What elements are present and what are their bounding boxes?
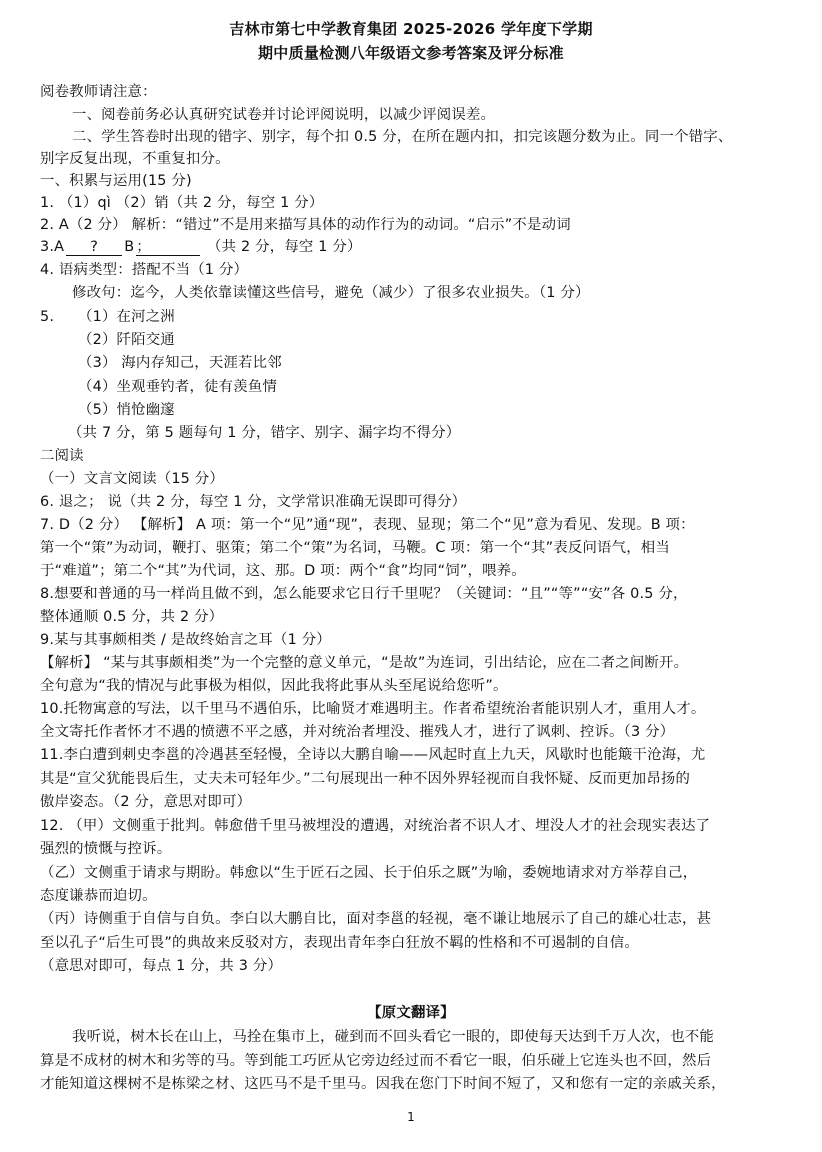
q3-blank-a: ? bbox=[66, 239, 122, 256]
question-4-revision: 修改句：迄今，人类依靠读懂这些信号，避免（减少）了很多农业损失。（1 分） bbox=[72, 285, 590, 301]
question-10-line2: 全文寄托作者怀才不遇的愤懑不平之感，并对统治者埋没、摧残人才，进行了讽刺、控诉。（3 分） bbox=[40, 724, 675, 740]
q3-prefix-a: 3.A bbox=[40, 239, 65, 255]
question-1: 1. （1）qì （2）销（共 2 分，每空 1 分） bbox=[40, 195, 324, 211]
question-7-line2: 第一个“策”为动词，鞭打、驱策；第二个“策”为名词，马鞭。C 项：第一个“其”表反问语气，相当 bbox=[40, 540, 670, 556]
question-4-type: 4. 语病类型：搭配不当（1 分） bbox=[40, 262, 249, 278]
note-1: 一、阅卷前务必认真研究试卷并讨论评阅说明，以减少评阅误差。 bbox=[72, 107, 496, 123]
question-12-line1: 12. （甲）文侧重于批判。韩愈借千里马被埋没的遭遇，对统治者不识人才、埋没人才的社会现实表达了 bbox=[40, 818, 711, 834]
question-12-score: （意思对即可，每点 1 分，共 3 分） bbox=[40, 958, 283, 974]
q5-item-2: （2）阡陌交通 bbox=[78, 332, 175, 348]
question-9: 9.某与其事颇相类 / 是故终始言之耳（1 分） bbox=[40, 632, 331, 648]
translation-line2: 算是不成材的树木和劣等的马。等到能工巧匠从它旁边经过而不看它一眼，伯乐碰上它连头也不回，然后 bbox=[40, 1053, 712, 1069]
q3-blank-b: ； bbox=[136, 239, 200, 256]
question-11-line1: 11.李白遭到刺史李邕的冷遇甚至轻慢，全诗以大鹏自喻——风起时直上九天，风歇时也能簸干沧海，尤 bbox=[40, 747, 706, 763]
question-8-line2: 整体通顺 0.5 分，共 2 分） bbox=[40, 609, 224, 625]
q3-prefix-b: B bbox=[124, 239, 135, 255]
q5-score: （共 7 分，第 5 题每句 1 分，错字、别字、漏字均不得分） bbox=[68, 425, 461, 441]
subsection-classical-reading: （一）文言文阅读（15 分） bbox=[40, 471, 224, 487]
translation-line1: 我听说，树木长在山上，马拴在集市上，碰到而不回头看它一眼的，即使每天达到千万人次，也不能 bbox=[72, 1029, 714, 1045]
question-12-line5: （丙）诗侧重于自信与自负。李白以大鹏自比，面对李邕的轻视，毫不谦让地展示了自己的雄心壮志，甚 bbox=[40, 911, 712, 927]
q5-item-4: （4）坐观垂钓者，徒有羡鱼情 bbox=[78, 379, 278, 395]
question-3 bbox=[40, 236, 800, 258]
question-7-line3: 于“难道”；第二个“其”为代词，这、那。D 项：两个“食”均同“饲”，喂养。 bbox=[40, 563, 526, 579]
q9-analysis-line1: 【解析】 “某与其事颇相类”为一个完整的意义单元，“是故”为连词，引出结论，应在二者之间断开。 bbox=[40, 655, 689, 671]
q5-item-3: （3） 海内存知己，天涯若比邻 bbox=[78, 355, 282, 371]
question-11-line2: 其是“宣父犹能畏后生，丈夫未可轻年少。”二句展现出一种不因外界轻视而自我怀疑、反而更加昂扬的 bbox=[40, 771, 691, 787]
section1-heading: 一、积累与运用(15 分) bbox=[40, 173, 192, 189]
question-10-line1: 10.托物寓意的写法，以千里马不遇伯乐，比喻贤才难遇明主。作者希望统治者能识别人才，重用人才。 bbox=[40, 701, 706, 717]
question-2: 2. A（2 分） 解析：“错过”不是用来描写具体的动作行为的动词。“启示”不是动词 bbox=[40, 217, 571, 233]
translation-heading: 【原文翻译】 bbox=[367, 1005, 455, 1021]
translation-line3: 才能知道这棵树不是栋梁之材、这匹马不是千里马。因我在您门下时间不短了，又和您有一定的亲戚关系， bbox=[40, 1076, 726, 1092]
question-6: 6. 退之； 说（共 2 分，每空 1 分，文学常识准确无误即可得分） bbox=[40, 494, 467, 510]
note-2-line2: 别字反复出现，不重复扣分。 bbox=[40, 151, 230, 167]
question-7-line1: 7. D（2 分） 【解析】 A 项：第一个“见”通“现”，表现、显现；第二个“见”意为看见、发现。B 项： bbox=[40, 517, 695, 533]
section2-heading: 二阅读 bbox=[40, 448, 84, 464]
question-12-line6: 至以孔子“后生可畏”的典故来反驳对方，表现出青年李白狂放不羁的性格和不可遏制的自信。 bbox=[40, 935, 639, 951]
q5-item-5: （5）悄怆幽邃 bbox=[78, 402, 175, 418]
question-12-line3: （乙）文侧重于请求与期盼。韩愈以“生于匠石之园、长于伯乐之厩”为喻，委婉地请求对方举荐自己， bbox=[40, 865, 698, 881]
q5-item-1: （1）在河之洲 bbox=[78, 309, 175, 325]
q3-score: （共 2 分，每空 1 分） bbox=[207, 239, 362, 255]
note-2-line1: 二、学生答卷时出现的错字、别字，每个扣 0.5 分，在所在题内扣，扣完该题分数为止。同一个错字、 bbox=[72, 129, 733, 145]
question-12-line2: 强烈的愤慨与控诉。 bbox=[40, 841, 172, 857]
question-5-number: 5. bbox=[40, 309, 55, 325]
document-title-line1: 吉林市第七中学教育集团 2025-2026 学年度下学期 bbox=[229, 20, 593, 38]
question-11-line3: 傲岸姿态。（2 分，意思对即可） bbox=[40, 794, 252, 810]
document-title-line2: 期中质量检测八年级语文参考答案及评分标准 bbox=[257, 44, 564, 62]
q9-analysis-line2: 全句意为“我的情况与此事极为相似，因此我将此事从头至尾说给您听”。 bbox=[40, 678, 508, 694]
page-number: 1 bbox=[407, 1110, 415, 1124]
notes-heading: 阅卷教师请注意： bbox=[40, 84, 157, 100]
question-8-line1: 8.想要和普通的马一样尚且做不到，怎么能要求它日行千里呢？（关键词：“且”“等”“安”各 0.5 分， bbox=[40, 586, 688, 602]
question-12-line4: 态度谦恭而迫切。 bbox=[40, 888, 157, 904]
